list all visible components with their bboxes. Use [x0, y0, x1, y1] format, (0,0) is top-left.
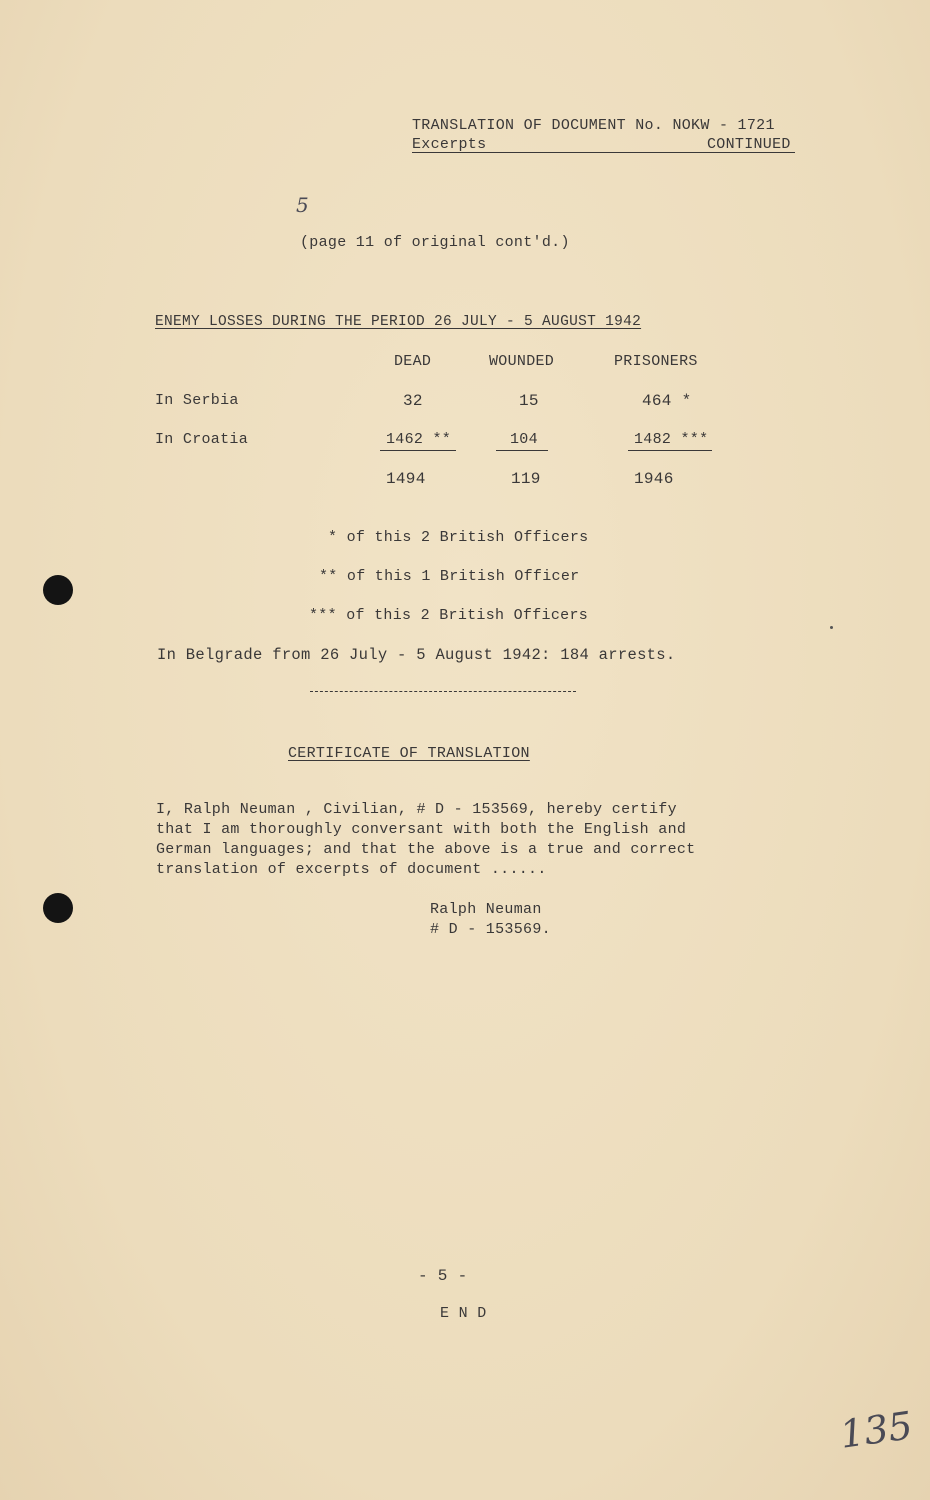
document-title: TRANSLATION OF DOCUMENT No. NOKW - 1721: [412, 117, 775, 134]
signer-name: Ralph Neuman: [430, 901, 542, 918]
losses-heading: ENEMY LOSSES DURING THE PERIOD 26 JULY - 5 AUGUST 1942: [155, 314, 642, 330]
total-rule-prisoners: [628, 450, 712, 451]
croatia-dead: 1462 **: [386, 431, 452, 448]
punch-hole-bottom: [43, 893, 73, 923]
serbia-wounded: 15: [519, 392, 539, 410]
col-dead: DEAD: [394, 353, 432, 370]
footnote-3: *** of this 2 British Officers: [309, 607, 589, 624]
certificate-heading: CERTIFICATE OF TRANSLATION: [288, 745, 530, 762]
signer-id: # D - 153569.: [430, 921, 551, 938]
serbia-dead: 32: [403, 392, 423, 410]
page-number-footer: - 5 -: [418, 1267, 468, 1285]
total-rule-wounded: [496, 450, 548, 451]
croatia-prisoners: 1482 ***: [634, 431, 709, 448]
handwritten-margin-note: 135: [837, 1403, 916, 1457]
footnote-1: * of this 2 British Officers: [328, 529, 589, 546]
total-rule-dead: [380, 450, 456, 451]
row-label-croatia: In Croatia: [155, 431, 249, 448]
header-excerpts: Excerpts: [412, 136, 487, 153]
total-dead: 1494: [386, 470, 426, 488]
certificate-line-4: translation of excerpts of document ......: [156, 861, 547, 878]
serbia-prisoners: 464 *: [642, 392, 692, 410]
speck: [830, 626, 833, 629]
row-label-serbia: In Serbia: [155, 392, 239, 409]
end-mark: E N D: [440, 1305, 487, 1322]
croatia-wounded: 104: [510, 431, 538, 448]
handwritten-page-number: 5: [296, 193, 309, 217]
punch-hole-top: [43, 575, 73, 605]
belgrade-arrests: In Belgrade from 26 July - 5 August 1942: 184 arrests.: [157, 646, 676, 664]
certificate-line-3: German languages; and that the above is a true and correct: [156, 841, 696, 858]
col-prisoners: PRISONERS: [614, 353, 698, 370]
certificate-line-1: I, Ralph Neuman , Civilian, # D - 153569, hereby certify: [156, 801, 677, 818]
footnote-2: ** of this 1 British Officer: [319, 568, 580, 585]
total-wounded: 119: [511, 470, 541, 488]
col-wounded: WOUNDED: [489, 353, 555, 370]
page-reference: (page 11 of original cont'd.): [300, 234, 570, 251]
total-prisoners: 1946: [634, 470, 674, 488]
section-divider: [310, 691, 576, 692]
header-continued: CONTINUED: [707, 136, 791, 153]
certificate-line-2: that I am thoroughly conversant with both the English and: [156, 821, 687, 838]
